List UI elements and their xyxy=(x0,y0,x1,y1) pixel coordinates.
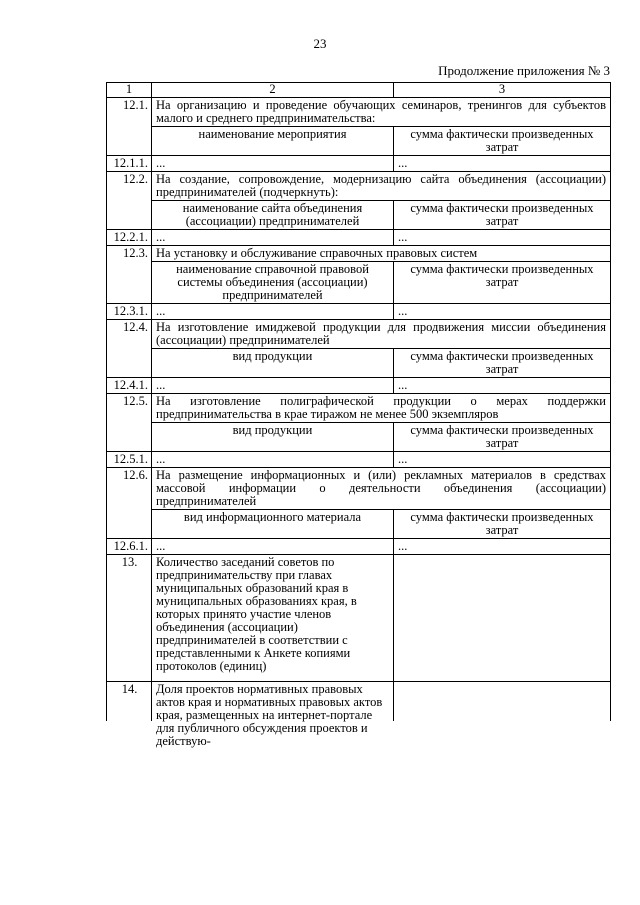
entry-cost: ... xyxy=(394,230,611,246)
entry-cost: ... xyxy=(394,304,611,320)
subheader-cost: сумма фактически произведенных затрат xyxy=(394,201,611,230)
section-title: На организацию и проведение обучающих семинаров, тренингов для субъектов малого и среднего предпринимательства: xyxy=(152,98,611,127)
header-row xyxy=(107,83,611,98)
entry-name: ... xyxy=(152,304,394,320)
entry-number: 12.1.1. xyxy=(107,156,152,172)
item13-value xyxy=(394,555,611,682)
subheader-cost: сумма фактически произведенных затрат xyxy=(394,510,611,539)
subheader-cost: сумма фактически произведенных затрат xyxy=(394,127,611,156)
section-number: 12.2. xyxy=(107,172,152,230)
section-number: 12.3. xyxy=(107,246,152,304)
section-title-row xyxy=(107,394,611,423)
item14-text xyxy=(152,682,394,748)
subheader-name: вид продукции xyxy=(152,423,394,452)
item14-value xyxy=(394,682,611,722)
item13-row xyxy=(107,555,611,682)
entry-cost: ... xyxy=(394,156,611,172)
entry-number: 12.2.1. xyxy=(107,230,152,246)
section-title: На размещение информационных и (или) рекламных материалов в средствах массовой информации о деятельности объединения (ассоциации) предпринимателей xyxy=(152,468,611,510)
subheader-name: наименование мероприятия xyxy=(152,127,394,156)
entry-number: 12.6.1. xyxy=(107,539,152,555)
header-col-1: 1 xyxy=(107,83,152,98)
header-col-2: 2 xyxy=(152,83,394,98)
entry-name: ... xyxy=(152,539,394,555)
subheader-cost: сумма фактически произведенных затрат xyxy=(394,262,611,304)
subheader-cost: сумма фактически произведенных затрат xyxy=(394,423,611,452)
entry-name: ... xyxy=(152,230,394,246)
item13-text xyxy=(152,555,394,682)
section-title-row xyxy=(107,468,611,510)
continuation-label: Продолжение приложения № 3 xyxy=(438,63,610,78)
section-number: 12.6. xyxy=(107,468,152,539)
item13-number: 13. xyxy=(107,555,152,682)
section-subheader-row xyxy=(107,127,611,156)
section-title-row xyxy=(107,172,611,201)
section-entry-row xyxy=(107,230,611,246)
section-subheader-row xyxy=(107,423,611,452)
section-number: 12.5. xyxy=(107,394,152,452)
entry-number: 12.3.1. xyxy=(107,304,152,320)
entry-name: ... xyxy=(152,378,394,394)
section-title-row xyxy=(107,246,611,262)
section-title-row xyxy=(107,98,611,127)
entry-name: ... xyxy=(152,156,394,172)
section-entry-row xyxy=(107,452,611,468)
header-col-3: 3 xyxy=(394,83,611,98)
subheader-name: вид продукции xyxy=(152,349,394,378)
section-subheader-row xyxy=(107,201,611,230)
entry-cost: ... xyxy=(394,452,611,468)
entry-cost: ... xyxy=(394,539,611,555)
subheader-name: наименование сайта объединения (ассоциации) предпринимателей xyxy=(152,201,394,230)
section-number: 12.1. xyxy=(107,98,152,156)
appendix-table xyxy=(106,82,611,748)
entry-number: 12.4.1. xyxy=(107,378,152,394)
section-title-row xyxy=(107,320,611,349)
subheader-name: наименование справочной правовой системы объединения (ассоциации) предпринимателей xyxy=(152,262,394,304)
section-entry-row xyxy=(107,539,611,555)
item14-row xyxy=(107,682,611,722)
item14-number: 14. xyxy=(107,682,152,722)
section-title: На изготовление полиграфической продукции о мерах поддержки предпринимательства в крае тиражом не менее 500 экземпляров xyxy=(152,394,611,423)
section-title: На изготовление имиджевой продукции для продвижения миссии объединения (ассоциации) предпринимателей xyxy=(152,320,611,349)
entry-name: ... xyxy=(152,452,394,468)
entry-cost: ... xyxy=(394,378,611,394)
section-number: 12.4. xyxy=(107,320,152,378)
item13-text-content: Количество заседаний советов по предпринимательству при главах муниципальных образований края в муниципальных образованиях края, в которых принято участие членов объединения (ассоциации) предпринимателей в соответствии с представленными к Анкете копиями протоколов (единиц) xyxy=(156,555,357,673)
section-entry-row xyxy=(107,378,611,394)
section-subheader-row xyxy=(107,349,611,378)
item14-text-content: Доля проектов нормативных правовых актов края и нормативных правовых актов края, размещенных на интернет-портале для публичного обсуждения проектов и действую- xyxy=(156,682,383,748)
entry-number: 12.5.1. xyxy=(107,452,152,468)
section-entry-row xyxy=(107,156,611,172)
page-number: 23 xyxy=(313,36,327,51)
section-subheader-row xyxy=(107,262,611,304)
section-subheader-row xyxy=(107,510,611,539)
subheader-cost: сумма фактически произведенных затрат xyxy=(394,349,611,378)
section-title: На создание, сопровождение, модернизацию сайта объединения (ассоциации) предпринимателей (подчеркнуть): xyxy=(152,172,611,201)
section-entry-row xyxy=(107,304,611,320)
section-title: На установку и обслуживание справочных правовых систем xyxy=(152,246,611,262)
subheader-name: вид информационного материала xyxy=(152,510,394,539)
